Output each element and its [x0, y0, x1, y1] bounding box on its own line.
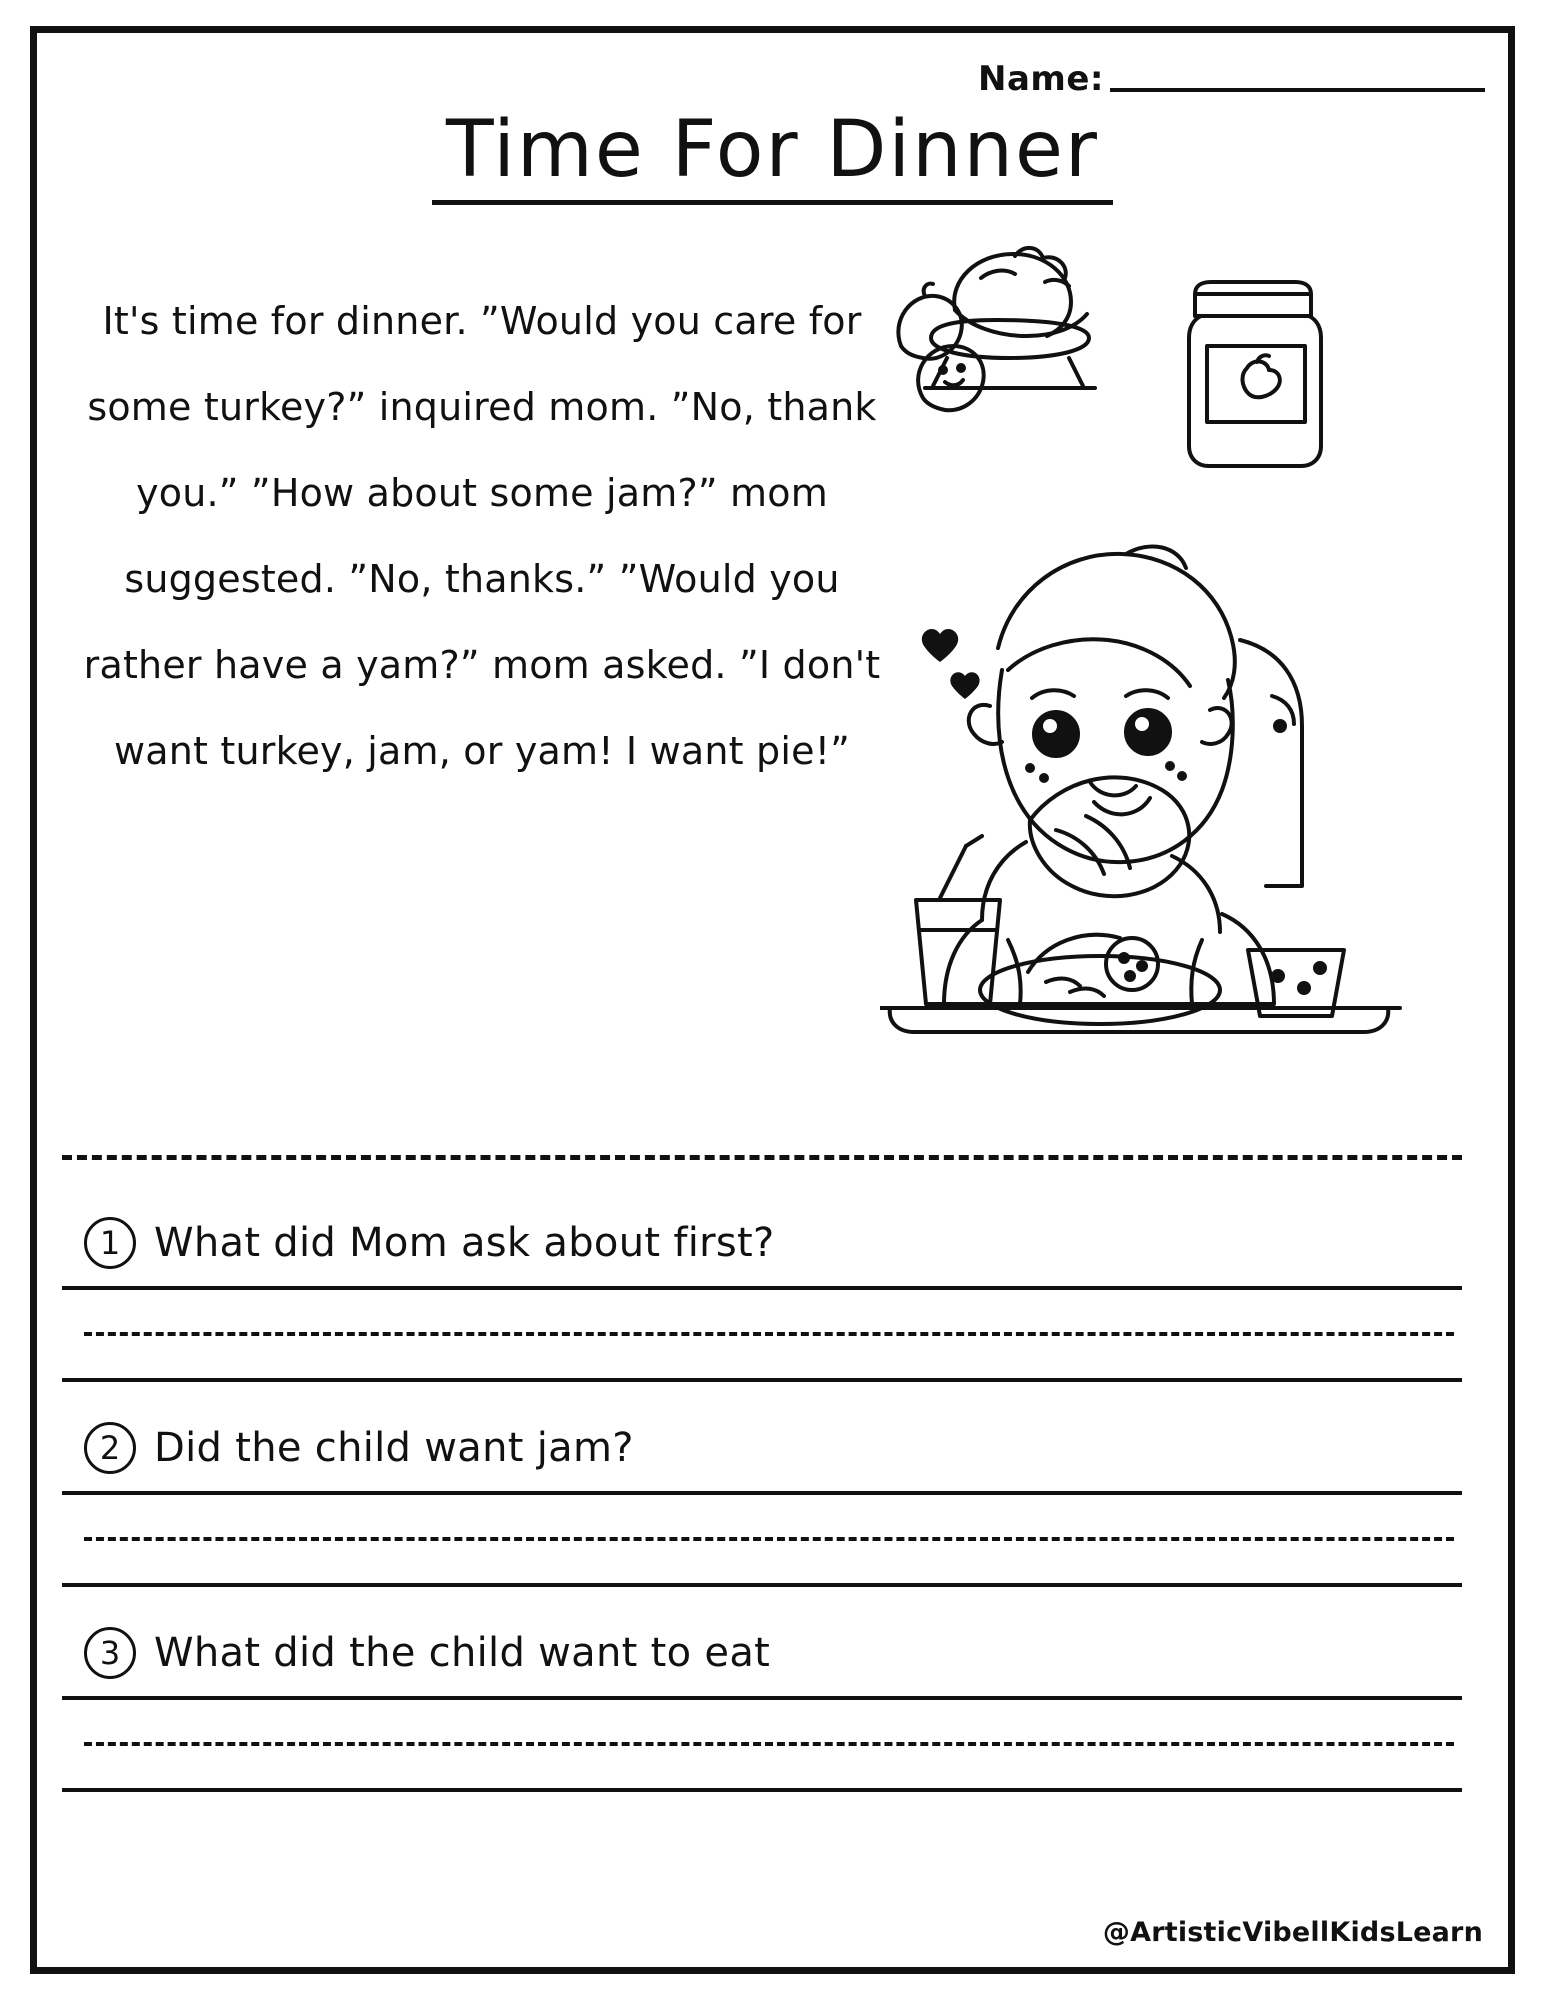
reading-passage: It's time for dinner. ”Would you care for some turkey?” inquired mom. ”No, thank you.” ”How about some jam?” mom suggested. ”No, thanks.” ”Would you rather have a yam?” mom asked. ”I don't want turkey, jam, or yam! I want pie!” — [83, 299, 881, 773]
answer-line-1-bottom[interactable] — [62, 1378, 1462, 1382]
name-label: Name: — [978, 59, 1104, 99]
question-block-3 — [62, 1610, 1462, 1792]
question-text-2: Did the child want jam? — [154, 1425, 634, 1471]
question-row-2 — [62, 1405, 1462, 1491]
question-number-1: 1 — [84, 1217, 136, 1269]
answer-line-3-bottom[interactable] — [62, 1788, 1462, 1792]
section-divider — [62, 1155, 1462, 1160]
name-field-row — [978, 59, 1485, 99]
page-title: Time For Dinner — [432, 110, 1113, 205]
roast-turkey-icon — [925, 248, 1095, 388]
answer-line-2-bottom[interactable] — [62, 1583, 1462, 1587]
footer-credit: @ArtisticVibellKidsLearn — [1102, 1917, 1483, 1948]
question-number-2: 2 — [84, 1422, 136, 1474]
question-text-3: What did the child want to eat — [154, 1630, 771, 1676]
question-text-1: What did Mom ask about first? — [154, 1220, 775, 1266]
question-block-2 — [62, 1405, 1462, 1587]
question-row-1 — [62, 1200, 1462, 1286]
boy-eating-illustration — [880, 520, 1410, 1080]
yams-icon — [898, 284, 983, 411]
food-illustration — [895, 238, 1415, 488]
page-title-wrap — [0, 105, 1545, 205]
question-row-3 — [62, 1610, 1462, 1696]
name-write-line[interactable] — [1110, 88, 1485, 92]
question-block-1 — [62, 1200, 1462, 1382]
jam-jar-icon — [1189, 282, 1321, 466]
question-number-3: 3 — [84, 1627, 136, 1679]
